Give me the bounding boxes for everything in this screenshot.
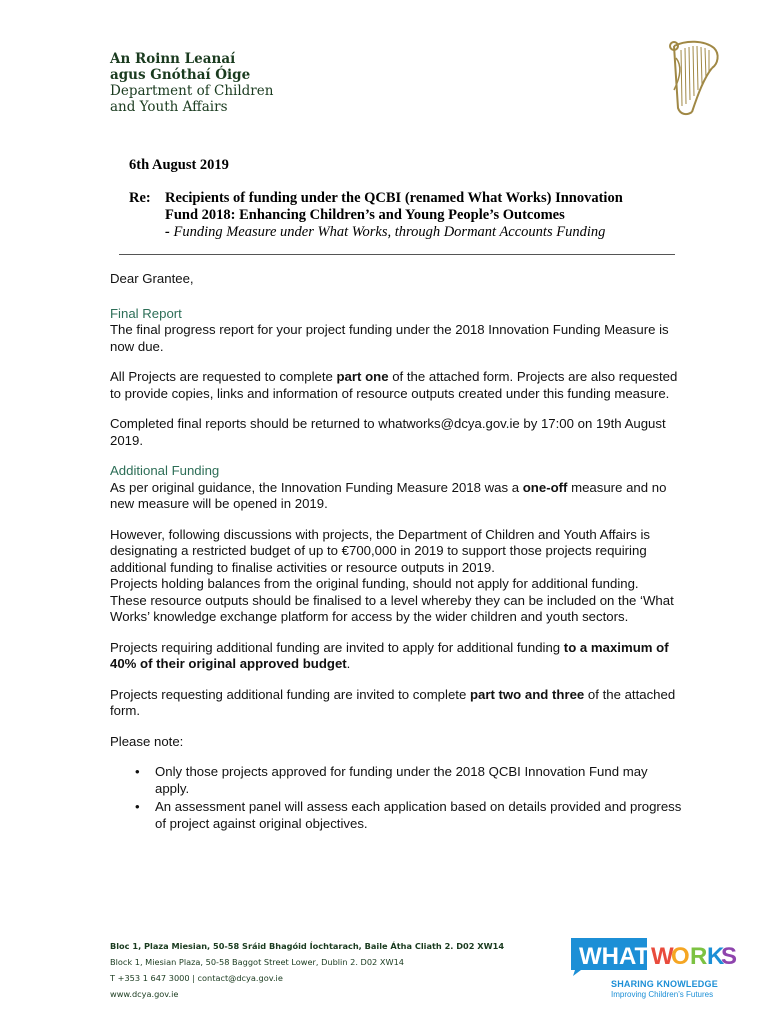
department-english-line2: and Youth Affairs bbox=[110, 99, 228, 115]
department-name bbox=[110, 51, 273, 115]
logo-letter-r: R bbox=[690, 943, 708, 970]
final-report-heading: Final Report bbox=[110, 305, 182, 321]
subject-subtitle-text: Funding Measure under What Works, through Dormant Accounts Funding bbox=[173, 224, 606, 240]
letter-body bbox=[110, 271, 685, 834]
department-irish-line2: agus Gnóthaí Óige bbox=[110, 67, 251, 83]
harp-icon bbox=[664, 38, 724, 120]
paragraph-part-one: All Projects are requested to complete part one of the attached form. Projects are also requested to provide copies, links and information of resource outputs created under this funding measure. bbox=[110, 369, 678, 401]
greeting: Dear Grantee, bbox=[110, 271, 194, 286]
paragraph-one-off: As per original guidance, the Innovation Funding Measure 2018 was a one-off measure and no new measure will be opened in 2019. bbox=[110, 479, 667, 511]
paragraph-balances: Projects holding balances from the original funding, should not apply for additional funding. bbox=[110, 576, 639, 591]
logo-tagline: SHARING KNOWLEDGE bbox=[611, 979, 718, 989]
footer-address bbox=[110, 938, 504, 1002]
logo-letter-w: W bbox=[651, 943, 674, 970]
paragraph-maximum: Projects requiring additional funding are invited to apply for additional funding to a maximum of 40% of their original approved budget. bbox=[110, 639, 669, 671]
paragraph-parts-two-three: Projects requesting additional funding are invited to complete part two and three of the attached form. bbox=[110, 686, 676, 718]
department-english-line1: Department of Children bbox=[110, 83, 274, 99]
what-works-wordmark bbox=[569, 934, 738, 974]
letter-date: 6th August 2019 bbox=[129, 157, 229, 173]
footer-contact: T +353 1 647 3000 | contact@dcya.gov.ie bbox=[110, 973, 283, 983]
paragraph-restricted-budget: However, following discussions with projects, the Department of Children and Youth Affairs is designating a restricted budget of up to €700,000 in 2019 to support those projects requiring additional funding to finalise activities or resource outputs in 2019. bbox=[110, 526, 650, 575]
subject-line1: Recipients of funding under the QCBI (renamed What Works) Innovation bbox=[165, 190, 623, 206]
maximum-emphasis: to a maximum of 40% of their original approved budget bbox=[110, 639, 669, 671]
logo-subtagline: Improving Children’s Futures bbox=[611, 990, 714, 999]
footer-english-address: Block 1, Miesian Plaza, 50-58 Baggot Street Lower, Dublin 2. D02 XW14 bbox=[110, 957, 404, 967]
department-irish-line1: An Roinn Leanaí bbox=[110, 51, 236, 67]
subject-dash: - bbox=[165, 224, 170, 240]
parts-two-three-emphasis: part two and three bbox=[469, 686, 585, 702]
paragraph-resource-outputs: These resource outputs should be finalised to a level whereby they can be included on the ‘What Works’ knowledge exchange platform for access by the wider children and youth sectors. bbox=[110, 592, 674, 624]
logo-letter-k: K bbox=[707, 943, 725, 970]
subject-label: Re: bbox=[129, 190, 151, 206]
paragraph-report-due: The final progress report for your project funding under the 2018 Innovation Funding Measure is now due. bbox=[110, 322, 669, 354]
subject-subtitle bbox=[165, 224, 685, 241]
divider bbox=[119, 254, 675, 255]
additional-funding-heading: Additional Funding bbox=[110, 463, 220, 478]
list-item: • An assessment panel will assess each application based on details provided and progress of project against original objectives. bbox=[155, 799, 685, 832]
part-one-emphasis: part one bbox=[336, 369, 389, 384]
please-note: Please note: bbox=[110, 733, 184, 749]
footer-irish-address: Bloc 1, Plaza Miesian, 50-58 Sráid Bhagóid Íochtarach, Baile Átha Cliath 2. D02 XW14 bbox=[110, 941, 505, 951]
notes-list bbox=[110, 764, 685, 832]
logo-letter-s: S bbox=[721, 943, 738, 970]
paragraph-return-deadline: Completed final reports should be returned to whatworks@dcya.gov.ie by 17:00 on 19th August 2019. bbox=[110, 416, 666, 448]
list-item: • Only those projects approved for funding under the 2018 QCBI Innovation Fund may apply. bbox=[155, 764, 685, 797]
subject-line2: Fund 2018: Enhancing Children’s and Young People’s Outcomes bbox=[165, 207, 565, 223]
what-works-logo bbox=[567, 924, 738, 1004]
logo-letter-o: O bbox=[671, 943, 690, 970]
footer-website: www.dcya.gov.ie bbox=[110, 989, 179, 999]
logo-word-what: WHAT bbox=[579, 943, 650, 970]
one-off-emphasis: one-off bbox=[522, 479, 568, 495]
